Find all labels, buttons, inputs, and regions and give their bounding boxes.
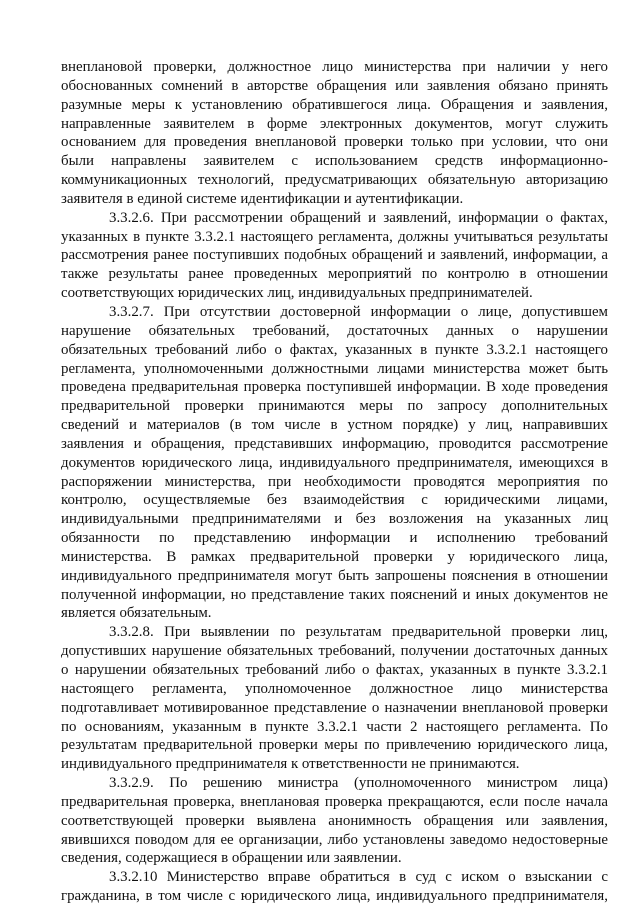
text-line: контролю, осуществляемые без взаимодействия с юридическими лицами, xyxy=(61,492,608,509)
text-line: 3.3.2.9. По решению министра (уполномоченного министром лица) xyxy=(109,775,608,792)
text-line: 3.3.2.8. При выявлении по результатам предварительной проверки лиц, xyxy=(109,624,608,641)
text-line: полученной информации, но представление таких пояснений и иных документов не xyxy=(61,586,608,603)
text-line: сведения, содержащиеся в обращении или заявлении. xyxy=(61,850,402,867)
text-line: обязанности по представлению информации и исполнению требований xyxy=(61,530,608,547)
text-line: индивидуального предпринимателя могут быть запрошены пояснения в отношении xyxy=(61,567,608,584)
text-line: проведена предварительная проверка поступившей информации. В ходе проведения xyxy=(61,379,608,396)
text-line: также результаты ранее проведенных мероприятий по контролю в отношении xyxy=(61,266,608,283)
text-line: 3.3.2.6. При рассмотрении обращений и заявлений, информации о фактах, xyxy=(109,209,608,226)
text-line: направленные заявителем в форме электронных документов, могут служить xyxy=(61,115,608,132)
text-line: нарушение обязательных требований, достаточных данных о нарушении xyxy=(61,322,608,339)
text-line: 3.3.2.7. При отсутствии достоверной информации о лице, допустившем xyxy=(109,303,608,320)
text-line: основанием для проведения внеплановой проверки только при условии, что они xyxy=(61,134,608,151)
text-line: документов юридического лица, индивидуального предпринимателя, имеющихся в xyxy=(61,454,608,471)
text-line: разумные меры к установлению обратившегося лица. Обращения и заявления, xyxy=(61,96,608,113)
text-line: индивидуальными предпринимателями и без возложения на указанных лиц xyxy=(61,511,608,528)
paragraph-continuation xyxy=(61,58,608,209)
text-line: обоснованных сомнений в авторстве обращения или заявления обязано принять xyxy=(61,77,608,94)
paragraph-3-3-2-10 xyxy=(61,868,608,906)
text-line: сведений и материалов (в том числе в устном порядке) у лиц, направивших xyxy=(61,417,608,434)
text-line: внеплановой проверки, должностное лицо министерства при наличии у него xyxy=(61,59,608,75)
text-line: министерства. В рамках предварительной проверки у юридического лица, xyxy=(61,548,608,565)
text-line: соответствующих юридических лиц, индивидуальных предпринимателей. xyxy=(61,285,533,302)
text-line: допустивших нарушение обязательных требований, получении достаточных данных xyxy=(61,643,608,660)
text-line: заявления и обращения, представивших информацию, проводится рассмотрение xyxy=(61,435,608,452)
paragraph-3-3-2-6 xyxy=(61,209,608,303)
text-line: указанных в пункте 3.3.2.1 настоящего регламента, должны учитываться результаты xyxy=(61,228,608,245)
text-line: обязательных требований либо о фактах, указанных в пункте 3.3.2.1 настоящего xyxy=(61,341,608,358)
text-line: были направлены заявителем с использованием средств информационно- xyxy=(61,153,608,170)
paragraph-3-3-2-8 xyxy=(61,623,608,774)
text-line: предварительной проверки принимаются меры по запросу дополнительных xyxy=(61,398,608,415)
text-line: о нарушении обязательных требований либо о фактах, указанных в пункте 3.3.2.1 xyxy=(61,662,608,678)
text-line: заявителя в единой системе идентификации и аутентификации. xyxy=(61,190,464,207)
text-line: распоряжении министерства, при необходимости проводятся мероприятия по xyxy=(61,473,608,490)
text-line: индивидуального предпринимателя к ответственности не принимаются. xyxy=(61,756,520,773)
text-line: результатам предварительной проверки меры по привлечению юридического лица, xyxy=(61,737,608,754)
paragraph-3-3-2-7 xyxy=(61,303,608,623)
text-line: настоящего регламента, уполномоченное должностное лицо министерства xyxy=(61,680,608,697)
text-line: является обязательным. xyxy=(61,605,212,622)
text-line: явившихся поводом для ее организации, либо установлены заведомо недостоверные xyxy=(61,831,608,848)
text-line: рассмотрения ранее поступивших подобных обращений и заявлений, информации, а xyxy=(61,247,608,264)
text-line: подготавливает мотивированное представление о назначении внеплановой проверки xyxy=(61,699,608,716)
text-line: предварительная проверка, внеплановая проверка прекращаются, если после начала xyxy=(61,793,608,810)
text-line: гражданина, в том числе с юридического лица, индивидуального предпринимателя, xyxy=(61,888,608,905)
paragraph-3-3-2-9 xyxy=(61,774,608,868)
text-line: 3.3.2.10 Министерство вправе обратиться в суд с иском о взыскании с xyxy=(109,869,608,886)
text-line: соответствующей проверки выявлена анонимность обращения или заявления, xyxy=(61,812,608,829)
text-line: коммуникационных технологий, предусматривающих обязательную авторизацию xyxy=(61,172,608,189)
text-line: регламента, уполномоченными должностными лицами министерства может быть xyxy=(61,360,608,377)
text-line: по основаниям, указанным в пункте 3.3.2.1 части 2 настоящего регламента. По xyxy=(61,718,608,735)
